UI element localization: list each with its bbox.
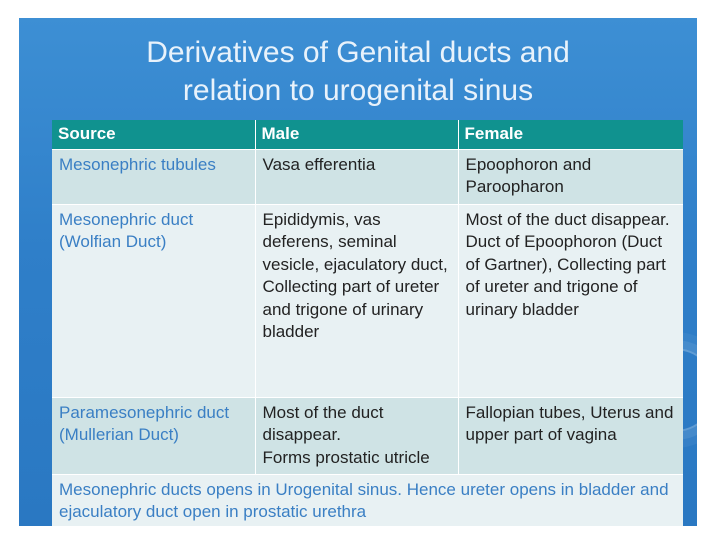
cell-male: Epididymis, vas deferens, seminal vesicle, ejaculatory duct, Collecting part of ureter and trigone of urinary bladder: [255, 204, 458, 397]
cell-source: Mesonephric duct (Wolfian Duct): [52, 204, 255, 397]
cell-male: Vasa efferentia: [255, 149, 458, 204]
table-note-row: [52, 474, 683, 526]
table-row: [52, 204, 683, 397]
cell-male: [255, 397, 458, 474]
title-line-1: Derivatives of Genital ducts and: [146, 36, 570, 69]
table-row: [52, 397, 683, 474]
cell-female: Epoophoron and Paroopharon: [458, 149, 683, 204]
cell-source: Mesonephric tubules: [52, 149, 255, 204]
cell-female: Fallopian tubes, Uterus and upper part of vagina: [458, 397, 683, 474]
table-row: [52, 149, 683, 204]
header-source: Source: [52, 120, 255, 149]
derivatives-table: [52, 120, 683, 526]
table-header-row: [52, 120, 683, 149]
slide-title: [19, 34, 697, 110]
cell-female: Most of the duct disappear. Duct of Epoophoron (Duct of Gartner), Collecting part of ureter and trigone of urinary bladder: [458, 204, 683, 397]
table-note: Mesonephric ducts opens in Urogenital sinus. Hence ureter opens in bladder and ejaculatory duct open in prostatic urethra: [52, 474, 683, 526]
cell-male-line-2: Forms prostatic utricle: [262, 447, 430, 467]
cell-source: Paramesonephric duct (Mullerian Duct): [52, 397, 255, 474]
header-male: Male: [255, 120, 458, 149]
title-line-2: relation to urogenital sinus: [182, 74, 534, 107]
slide: [19, 18, 697, 526]
cell-male-line-1: Most of the duct disappear.: [262, 402, 384, 444]
header-female: Female: [458, 120, 683, 149]
